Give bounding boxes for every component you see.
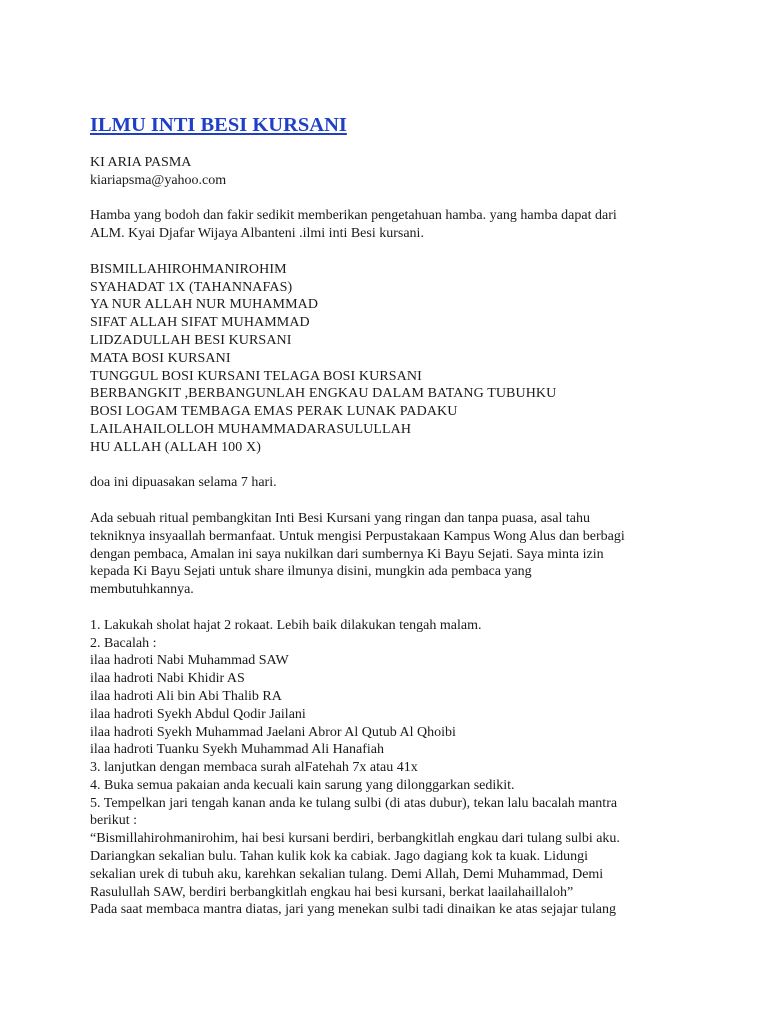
ritual-intro-line: tekniknya insyaallah bermanfaat. Untuk mengisi Perpustakaan Kampus Wong Alus dan berbagi — [90, 528, 625, 544]
intro-line: ALM. Kyai Djafar Wijaya Albanteni .ilmi inti Besi kursani. — [90, 226, 424, 242]
document-body — [90, 112, 690, 919]
spacer — [90, 190, 690, 208]
step-line: berikut : — [90, 813, 138, 829]
ritual-intro-line: kepada Ki Bayu Sejati untuk share ilmunya disini, mungkin ada pembaca yang — [90, 564, 532, 580]
mantra-line: BOSI LOGAM TEMBAGA EMAS PERAK LUNAK PADAKU — [90, 404, 458, 420]
document-title-link[interactable]: ILMU INTI BESI KURSANI — [90, 114, 347, 136]
ritual-intro-line: Ada sebuah ritual pembangkitan Inti Besi Kursani yang ringan dan tanpa puasa, asal tahu — [90, 510, 590, 526]
mantra-line: YA NUR ALLAH NUR MUHAMMAD — [90, 297, 319, 313]
step-line: ilaa hadroti Ali bin Abi Thalib RA — [90, 688, 282, 704]
author-email: kiariapsma@yahoo.com — [90, 172, 227, 188]
mantra-line: BISMILLAHIROHMANIROHIM — [90, 261, 287, 277]
mantra-block — [90, 261, 690, 457]
steps-block — [90, 617, 690, 920]
spacer — [90, 599, 690, 617]
step-line: 2. Bacalah : — [90, 635, 157, 651]
step-line: ilaa hadroti Syekh Muhammad Jaelani Abror Al Qutub Al Qhoibi — [90, 724, 456, 740]
step-line: Dariangkan sekalian bulu. Tahan kulik kok ka cabiak. Jago dagiang kok ta kuak. Lidungi — [90, 849, 588, 865]
ritual-intro-line: membutuhkannya. — [90, 582, 194, 598]
step-line: sekalian urek di tubuh aku, karehkan sekalian tulang. Demi Allah, Demi Muhammad, Demi — [90, 866, 604, 882]
step-line: 1. Lakukah sholat hajat 2 rokaat. Lebih baik dilakukan tengah malam. — [90, 617, 482, 633]
mantra-line: TUNGGUL BOSI KURSANI TELAGA BOSI KURSANI — [90, 368, 422, 384]
intro-line: Hamba yang bodoh dan fakir sedikit memberikan pengetahuan hamba. yang hamba dapat dari — [90, 208, 617, 224]
mantra-line: SYAHADAT 1X (TAHANNAFAS) — [90, 279, 293, 295]
intro-paragraph — [90, 207, 690, 243]
spacer — [90, 457, 690, 475]
step-line: Pada saat membaca mantra diatas, jari yang menekan sulbi tadi dinaikan ke atas sejajar tulang — [90, 902, 616, 918]
fasting-note: doa ini dipuasakan selama 7 hari. — [90, 475, 277, 491]
step-line: ilaa hadroti Nabi Khidir AS — [90, 671, 245, 687]
ritual-intro-paragraph — [90, 510, 690, 599]
step-line: 3. lanjutkan dengan membaca surah alFatehah 7x atau 41x — [90, 760, 418, 776]
step-line: Rasulullah SAW, berdiri berbangkitlah engkau hai besi kursani, berkat laailahaillaloh” — [90, 884, 574, 900]
author-name: KI ARIA PASMA — [90, 155, 192, 170]
step-line: ilaa hadroti Nabi Muhammad SAW — [90, 653, 289, 669]
step-line: “Bismillahirohmanirohim, hai besi kursani berdiri, berbangkitlah engkau dari tulang sulbi aku. — [90, 831, 620, 847]
mantra-line: BERBANGKIT ,BERBANGUNLAH ENGKAU DALAM BATANG TUBUHKU — [90, 386, 557, 402]
mantra-line: HU ALLAH (ALLAH 100 X) — [90, 439, 261, 455]
step-line: ilaa hadroti Syekh Abdul Qodir Jailani — [90, 706, 306, 722]
step-line: 4. Buka semua pakaian anda kecuali kain sarung yang dilonggarkan sedikit. — [90, 777, 515, 793]
mantra-line: SIFAT ALLAH SIFAT MUHAMMAD — [90, 315, 310, 331]
mantra-line: MATA BOSI KURSANI — [90, 350, 231, 366]
step-line: ilaa hadroti Tuanku Syekh Muhammad Ali Hanafiah — [90, 742, 384, 758]
ritual-intro-line: dengan pembaca, Amalan ini saya nukilkan dari sumbernya Ki Bayu Sejati. Saya minta izin — [90, 546, 604, 562]
mantra-line: LIDZADULLAH BESI KURSANI — [90, 332, 292, 348]
spacer — [90, 492, 690, 510]
author-block — [90, 154, 690, 190]
step-line: 5. Tempelkan jari tengah kanan anda ke tulang sulbi (di atas dubur), tekan lalu bacalah mantra — [90, 795, 618, 811]
mantra-line: LAILAHAILOLLOH MUHAMMADARASULULLAH — [90, 421, 412, 437]
spacer — [90, 243, 690, 261]
